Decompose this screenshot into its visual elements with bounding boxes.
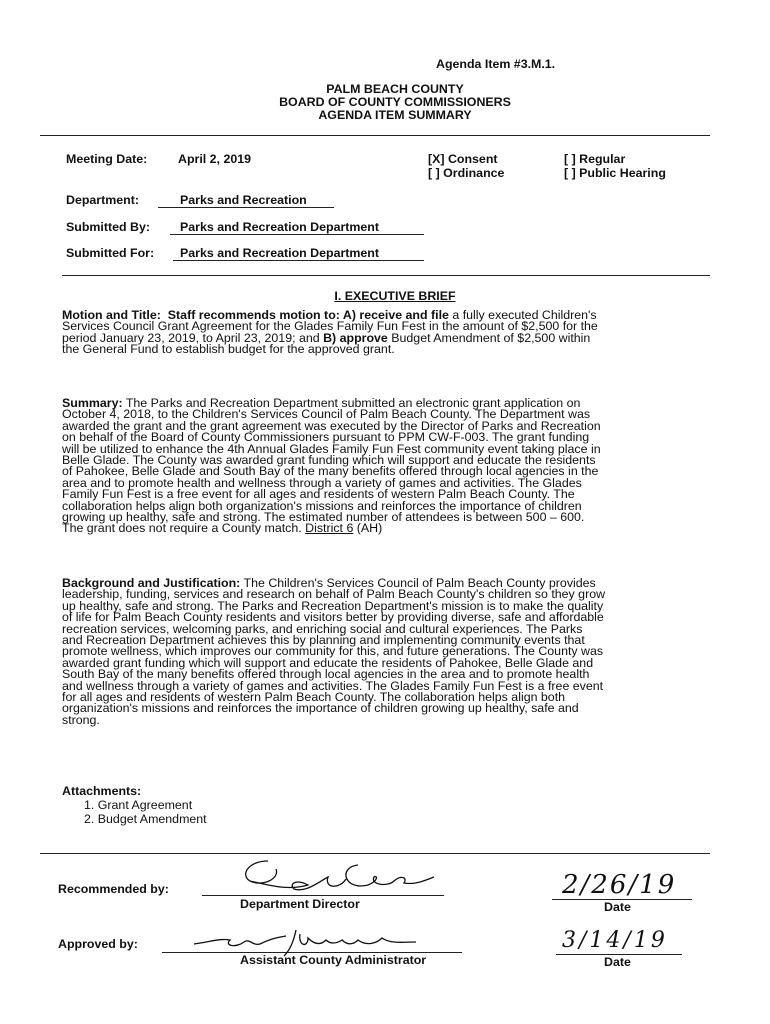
consent-checkbox: [X] Consent <box>428 152 498 166</box>
approved-title: Assistant County Administrator <box>240 953 427 967</box>
director-signature <box>228 855 448 899</box>
background-line: South Bay of the many benefits offered through local agencies in the area and to promote health <box>62 667 590 682</box>
attachment-item: 1. Grant Agreement <box>84 798 193 812</box>
summary-line: collaboration helps align both organization's missions and reinforces the importance of children <box>62 498 582 513</box>
ordinance-checkbox: [ ] Ordinance <box>428 166 505 180</box>
recommended-title: Department Director <box>240 897 360 911</box>
summary-line: growing up healthy, safe and strong. The estimated number of attendees is between 500 – 600. <box>62 510 585 525</box>
district-suffix: (AH) <box>353 521 383 536</box>
regular-checkbox: [ ] Regular <box>564 152 626 166</box>
summary-line: October 4, 2018, to the Children's Services Council of Palm Beach County. The Department was <box>62 407 591 422</box>
attachment-item: 2. Budget Amendment <box>84 812 207 826</box>
summary-line: on behalf of the Board of County Commissioners pursuant to PPM CW-F-003. The grant funding <box>62 430 590 445</box>
department-value: Parks and Recreation <box>180 193 307 207</box>
section-divider <box>62 275 710 276</box>
submitted-by-label: Submitted By: <box>66 220 150 234</box>
background-line: leadership, funding, services and research on behalf of Palm Beach County's children so they grow <box>62 587 606 602</box>
summary-line: awarded the grant and the grant agreement was executed by the Director of Parks and Recreation <box>62 418 601 433</box>
motion-line-2: Services Council Grant Agreement for the Glades Family Fun Fest in the amount of $2,500 for the <box>62 319 598 334</box>
background-line: strong. <box>62 712 100 727</box>
summary-line: The Parks and Recreation Department submitted an electronic grant application on <box>122 396 581 410</box>
background-line: and wellness through a variety of games and activities. The Glades Family Fun Fest is a free event <box>62 678 604 693</box>
motion-line-3-rest: Budget Amendment of $2,500 within <box>387 330 591 345</box>
motion-line-4: the General Fund to establish budget for the approved grant. <box>62 342 395 357</box>
org-line-1: PALM BEACH COUNTY <box>326 82 464 96</box>
background-label: Background and Justification: <box>62 576 241 590</box>
document-heading <box>235 83 555 122</box>
attachments-heading: Attachments: <box>62 784 142 798</box>
background-line: and Recreation Department achieves this by planning and implementing community events that <box>62 633 585 648</box>
submitted-by-value: Parks and Recreation Department <box>180 220 380 234</box>
meeting-date-value: April 2, 2019 <box>178 152 252 166</box>
summary-line: area and to promote health and wellness through a variety of games and activities. The Glades <box>62 475 582 490</box>
background-paragraph <box>62 578 725 726</box>
department-label: Department: <box>66 193 139 207</box>
summary-line: The grant does not require a County match. <box>62 521 306 536</box>
motion-lead: Staff recommends motion to: A) receive and file <box>167 308 449 322</box>
recommended-by-label: Recommended by: <box>58 882 169 896</box>
background-line: awarded grant funding which will support and educate the residents of Pahokee, Belle Glade and <box>62 655 594 670</box>
background-line: promote wellness, which improves our community for this, and future generations. The County was <box>62 644 604 659</box>
motion-label: Motion and Title: <box>62 308 161 322</box>
approved-date-label: Date <box>604 955 631 969</box>
agenda-item-number: Agenda Item #3.M.1. <box>436 57 556 71</box>
meeting-date-label: Meeting Date: <box>66 152 148 166</box>
background-line: The Children's Services Council of Palm Beach County provides <box>240 576 596 590</box>
motion-and-title <box>62 310 725 356</box>
org-line-3: AGENDA ITEM SUMMARY <box>318 108 472 122</box>
summary-line: Family Fun Fest is a free event for all ages and residents of western Palm Beach County. The <box>62 487 575 502</box>
public-hearing-checkbox: [ ] Public Hearing <box>564 166 666 180</box>
attachments-list <box>84 798 207 826</box>
agenda-type-group-a <box>428 152 504 180</box>
summary-paragraph <box>62 398 725 535</box>
approved-by-label: Approved by: <box>58 937 138 951</box>
summary-line: Belle Glade. The County was awarded grant funding which will support and educate the residents <box>62 453 596 468</box>
recommended-date-label: Date <box>604 900 631 914</box>
submitted-for-label: Submitted For: <box>66 246 155 260</box>
agenda-type-group-b <box>564 152 666 180</box>
background-line: of life for Palm Beach County residents and visitors better by providing diverse, safe and affordable <box>62 610 604 625</box>
org-line-2: BOARD OF COUNTY COMMISSIONERS <box>279 95 511 109</box>
summary-line: will be utilized to enhance the 4th Annual Glades Family Fun Fest community event taking place in <box>62 441 601 456</box>
motion-line-3-pre: period January 23, 2019, to April 23, 2019; and <box>62 330 324 345</box>
background-line: organization's missions and reinforces the importance of children growing up healthy, safe and <box>62 701 579 716</box>
submitted-for-value: Parks and Recreation Department <box>180 246 380 260</box>
background-line: recreation services, welcoming parks, and enriching social and cultural experiences. The Parks <box>62 621 583 636</box>
motion-line-1: a fully executed Children's <box>448 308 597 322</box>
district-reference: District 6 <box>305 521 354 536</box>
recommended-date-handwritten: 2/26/19 <box>562 870 677 900</box>
background-line: up healthy, safe and strong. The Parks and Recreation Department's mission is to make the quality <box>62 598 604 613</box>
summary-line: of Pahokee, Belle Glade and South Bay of the many benefits offered through local agencies in the <box>62 464 599 479</box>
executive-brief-heading: I. EXECUTIVE BRIEF <box>334 289 456 303</box>
motion-approve: B) approve <box>323 330 388 345</box>
background-line: for all ages and residents of western Palm Beach County. The collaboration helps align both <box>62 690 566 705</box>
approved-date-handwritten: 3/14/19 <box>562 928 668 953</box>
signature-divider <box>40 853 710 854</box>
header-divider <box>40 135 710 136</box>
summary-label: Summary: <box>62 396 123 410</box>
